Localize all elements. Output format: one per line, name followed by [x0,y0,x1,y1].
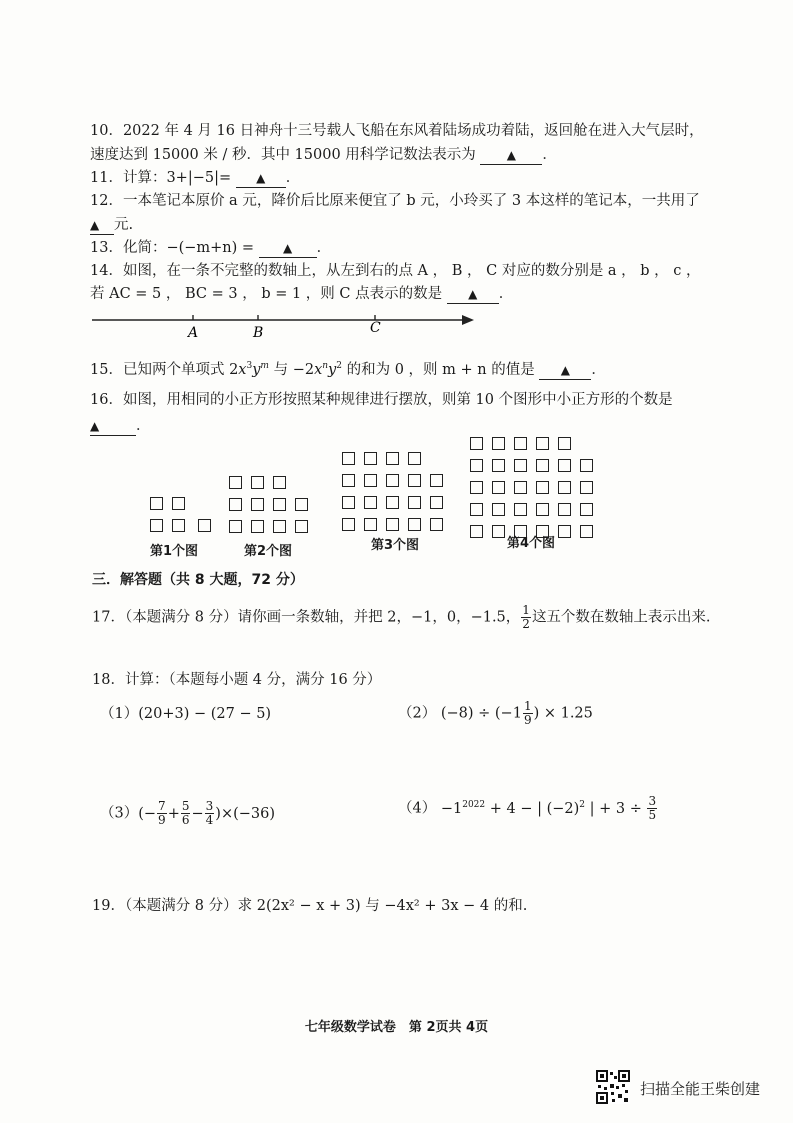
small-square [251,476,264,489]
small-square [470,525,483,538]
small-square [470,437,483,450]
q10-line1: 10．2022 年 4 月 16 日神舟十三号载人飞船在东风着陆场成功着陆，返回舱在进入大气层时， [90,123,704,139]
q15: 15．已知两个单项式 $2x^3y^m$ 与 $-2x^ny^2$ 的和为 0 ，则 m + n 的值是 ▲ ． [90,361,606,378]
small-square [295,498,308,511]
point-label-b: B [253,325,264,340]
answer-blank: ▲ [480,146,542,165]
small-square [536,459,549,472]
small-square [492,481,505,494]
q18-title: 18．计算：（本题每小题 4 分，满分 16 分） [92,672,382,688]
q18-part1: （1）(20+3) − (27 − 5) [100,706,272,722]
q18-part4: $(4) -1^{2022} + 4$ − | $(-2)^2$ | + 3 ÷ $\frac{3}{5}$ [398,794,657,822]
section-heading: 三．解答题（共 8 大题，72 分） [92,572,304,588]
q18-part2: （2） (−8) ÷ (−1 $\frac{1}{9}$ ) × 1.25 [398,699,593,727]
small-square [273,520,286,533]
small-square [386,496,399,509]
small-square [492,437,505,450]
q10-line2: 速度达到 15000 米 / 秒．其中 15000 用科学记数法表示为 ▲ ． [90,147,557,163]
small-square [364,474,377,487]
small-square [364,518,377,531]
q16-line1: 16．如图，用相同的小正方形按照某种规律进行摆放，则第 10 个图形中小正方形的个数是 [90,392,673,408]
small-square [558,503,571,516]
small-square [536,437,549,450]
q17: 17．（本题满分 8 分）请你画一条数轴，并把 2，−1，0，−1.5， $\frac{1}{2}$ 这五个数在数轴上表示出来. [92,603,711,631]
figure-label-3: 第3个图 [371,538,420,553]
small-square [514,503,527,516]
small-square [536,503,549,516]
answer-blank: ▲ [259,239,317,258]
small-square [408,518,421,531]
answer-blank: ▲ [90,216,114,235]
small-square [150,497,163,510]
small-square [150,519,163,532]
answer-blank: ▲ [539,361,591,380]
small-square [492,525,505,538]
q18-part3: （3）(− $\frac{7}{9}$ + $\frac{5}{6}$ − $\frac{3}{4}$ )×(−36) [100,799,276,827]
point-label-a: A [188,325,199,340]
small-square [342,518,355,531]
small-square [492,459,505,472]
scanner-watermark: 扫描全能王柴创建 [640,1080,761,1098]
small-square [558,437,571,450]
small-square [580,481,593,494]
small-square [430,496,443,509]
small-square [172,497,185,510]
small-square [229,498,242,511]
small-square [273,476,286,489]
fraction: $\frac{1}{9}$ [523,699,532,727]
small-square [342,496,355,509]
small-square [514,437,527,450]
qr-code-icon [596,1070,630,1104]
small-square [364,496,377,509]
small-square [430,474,443,487]
small-square [386,474,399,487]
small-square [408,496,421,509]
small-square [172,519,185,532]
arrow-head-icon [462,315,474,325]
small-square [470,481,483,494]
small-square [386,452,399,465]
small-square [295,520,308,533]
small-square [558,525,571,538]
answer-blank: ▲ [90,417,136,436]
small-square [558,481,571,494]
small-square [408,452,421,465]
q12-line1: 12．一本笔记本原价 a 元，降价后比原来便宜了 b 元，小玲买了 3 本这样的笔记本，一共用了 [90,193,700,209]
answer-blank: ▲ [236,169,286,188]
fraction: $\frac{1}{2}$ [522,603,530,631]
point-label-c: C [370,320,381,336]
small-square [514,481,527,494]
small-square [558,459,571,472]
q19: 19．（本题满分 8 分）求 2(2x² − x + 3) 与 −4x² + 3x − 4 的和. [92,898,528,914]
small-square [470,503,483,516]
number-line-figure [88,308,478,340]
small-square [251,498,264,511]
small-square [408,474,421,487]
small-square [536,481,549,494]
small-square [580,459,593,472]
small-square [229,476,242,489]
q12-line2: ▲ 元. [90,217,134,233]
q14-line2: 若 AC = 5 ， BC = 3 ， b = 1 ，则 C 点表示的数是 ▲ ． [90,286,514,302]
figure-label-1: 第1个图 [150,544,199,559]
small-square [342,452,355,465]
small-square [251,520,264,533]
small-square [470,459,483,472]
page-footer: 七年级数学试卷 第 2页共 4页 [304,1020,489,1035]
q16-line2: ▲ ． [90,418,151,434]
small-square [430,518,443,531]
small-square [580,503,593,516]
q11: 11．计算：3+|−5|= ▲ ． [90,170,301,186]
small-square [198,519,211,532]
small-square [342,474,355,487]
small-square [364,452,377,465]
q13: 13．化简：−(−m+n) = ▲ ． [90,240,332,256]
small-square [386,518,399,531]
figure-label-2: 第2个图 [244,544,293,559]
small-square [514,459,527,472]
small-square [273,498,286,511]
figure-label-4: 第4个图 [507,536,556,551]
q14-line1: 14．如图，在一条不完整的数轴上，从左到右的点 A ， B ， C 对应的数分别是 a ， b ， c ， [90,263,701,279]
small-square [229,520,242,533]
small-square [580,525,593,538]
small-square [492,503,505,516]
answer-blank: ▲ [447,285,499,304]
